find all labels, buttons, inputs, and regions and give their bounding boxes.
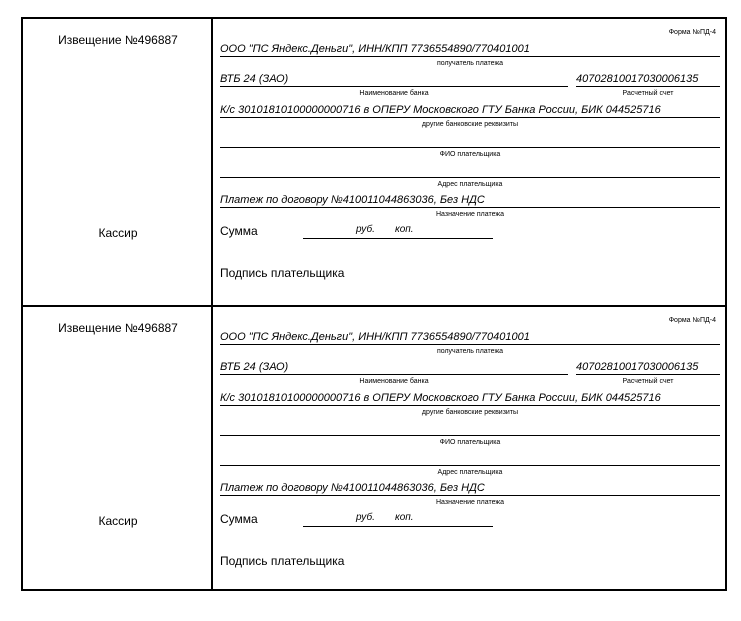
notice-title: Извещение №496887 — [58, 321, 178, 335]
rub-label: руб. — [356, 512, 375, 523]
receipt-left-column — [23, 307, 213, 591]
bank-details-caption: другие банковские реквизиты — [421, 121, 519, 128]
payer-name-caption: ФИО плательщика — [439, 151, 501, 158]
payer-name-caption: ФИО плательщика — [439, 439, 501, 446]
purpose-caption: Назначение платежа — [436, 499, 504, 506]
notice-left-column — [23, 19, 213, 305]
recipient-field: ООО "ПС Яндекс.Деньги", ИНН/КПП 7736554890/770401001 — [220, 42, 720, 57]
recipient-field: ООО "ПС Яндекс.Деньги", ИНН/КПП 7736554890/770401001 — [220, 330, 720, 345]
form-code: Форма №ПД-4 — [668, 29, 716, 36]
purpose-caption: Назначение платежа — [436, 211, 504, 218]
bank-details-field: К/с 30101810100000000716 в ОПЕРУ Московского ГТУ Банка России, БИК 044525716 — [220, 391, 720, 406]
notice-title: Извещение №496887 — [58, 33, 178, 47]
notice-coupon — [23, 19, 725, 305]
receipt-coupon — [23, 305, 725, 591]
kop-label: коп. — [395, 224, 414, 235]
account-caption: Расчетный счет — [622, 90, 674, 97]
purpose-field: Платеж по договору №410011044863036, Без НДС — [220, 481, 720, 496]
bank-name-field: ВТБ 24 (ЗАО) — [220, 360, 568, 375]
payer-address-caption: Адрес плательщика — [437, 181, 503, 188]
receipt-right-column — [213, 307, 725, 591]
bank-details-caption: другие банковские реквизиты — [421, 409, 519, 416]
cashier-label: Кассир — [98, 226, 138, 240]
bank-name-field: ВТБ 24 (ЗАО) — [220, 72, 568, 87]
sum-line — [303, 526, 493, 527]
recipient-caption: получатель платежа — [436, 348, 504, 355]
account-field: 40702810017030006135 — [576, 72, 720, 87]
payment-form-pd4 — [21, 17, 727, 591]
bank-name-caption: Наименование банка — [359, 90, 429, 97]
form-code: Форма №ПД-4 — [668, 317, 716, 324]
recipient-caption: получатель платежа — [436, 60, 504, 67]
payer-name-field — [220, 421, 720, 436]
purpose-field: Платеж по договору №410011044863036, Без НДС — [220, 193, 720, 208]
account-field: 40702810017030006135 — [576, 360, 720, 375]
kop-label: коп. — [395, 512, 414, 523]
bank-name-caption: Наименование банка — [359, 378, 429, 385]
rub-label: руб. — [356, 224, 375, 235]
sum-label: Сумма — [220, 512, 258, 526]
sum-label: Сумма — [220, 224, 258, 238]
payer-address-field — [220, 163, 720, 178]
cashier-label: Кассир — [98, 514, 138, 528]
bank-details-field: К/с 30101810100000000716 в ОПЕРУ Московского ГТУ Банка России, БИК 044525716 — [220, 103, 720, 118]
payer-address-field — [220, 451, 720, 466]
signature-label: Подпись плательщика — [220, 554, 345, 568]
account-caption: Расчетный счет — [622, 378, 674, 385]
sum-line — [303, 238, 493, 239]
payer-name-field — [220, 133, 720, 148]
signature-label: Подпись плательщика — [220, 266, 345, 280]
notice-right-column — [213, 19, 725, 305]
payer-address-caption: Адрес плательщика — [437, 469, 503, 476]
